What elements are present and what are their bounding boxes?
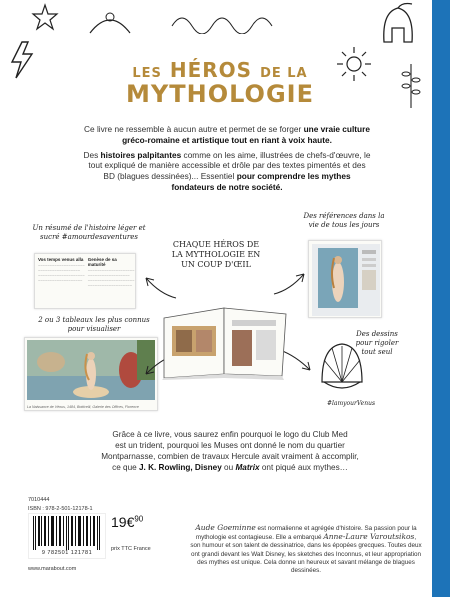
sample-heading-2: Genèse de sa maturité (87, 257, 117, 267)
barcode-digits: 9 782501 121781 (41, 550, 93, 556)
botticelli-painting (27, 340, 155, 400)
isbn: ISBN : 978-2-501-12178-1 (28, 506, 93, 512)
price: 19€$^{90}$ (111, 514, 144, 530)
callout-resume: Un résumé de l'histoire léger et sucré #amourdesaventures (32, 224, 146, 241)
title-line-2: MYTHOLOGIE (126, 80, 314, 108)
callout-tableaux: 2 ou 3 tableaux les plus connus pour visualiser (38, 316, 150, 333)
callout-references: Des références dans la vie de tous les jours (303, 212, 385, 229)
wave-icon (170, 4, 280, 34)
sample-text-1: ~~~~~~~~~~~~~~~~~~~~ ~~~~~~~~~~~~~~~~~~ ~~~~~~~~~~~~~~~~~~~~ ~~~~~~~~~~~~~~~~~~~ (38, 263, 85, 283)
barcode-bars (29, 516, 105, 550)
star-icon (30, 2, 60, 32)
callout-heros: CHAQUE HÉROS DE LA MYTHOLOGIE EN UN COUP D'ŒIL (171, 240, 261, 269)
price-note: prix TTC France (111, 546, 151, 552)
title-line-1: LES HÉROS DE LA (132, 58, 308, 82)
helmet-icon (378, 2, 418, 52)
barcode (28, 513, 106, 559)
venus-poster (308, 240, 382, 318)
sample-page-left (34, 253, 136, 309)
hashtag-venus: #lamyourVenus (326, 400, 376, 407)
outro-text: Grâce à ce livre, vous saurez enfin pourquoi le logo du Club Med est un trident, pourquoi les Muses ont donné le nom du quartier Montparnasse, combien de travaux Hercule avait vraiment à accomplir, ce que J. K. Rowling, Disney ou Matrix ont piqué aux mythes… (101, 430, 359, 472)
botticelli-painting-panel (24, 337, 158, 411)
ornament-icon (85, 5, 135, 39)
website: www.marabout.com (28, 566, 77, 572)
sample-heading-1: Vos temps venus alla (38, 257, 84, 262)
painting-caption: La Naissance de Vénus, 1484, Botticelli, Galerie des Offices, Florence (27, 405, 139, 409)
sample-text-2: ~~~~~~~~~~~~~~~~~~~~ ~~~~~~~~~~~~~~~~~~ ~~~~~~~~~~~~~~~~~~~~ ~~~~~~~~~~~~~~~~~~~ (87, 268, 135, 288)
intro-text: Ce livre ne ressemble à aucun autre et permet de se forger une vraie culture gréco-romaine et artistique tout en riant à voix haute. Des histoires palpitantes comme on les aime, illustrées de chefs-d'œuvre, le tout expliqué de manière accessible et drôle par des textes pimentés et des BD (blagues dessinées)... Essentiel pour comprendre les mythes fondateurs de notre société. (83, 124, 371, 192)
product-code: 7010444 (28, 497, 50, 503)
callout-dessins: Des dessins pour rigoler tout seul (355, 330, 399, 356)
arrow-right-icon (270, 268, 310, 298)
shell-icon (318, 338, 366, 396)
author-bio: Aude Goeminne est normalienne et agrégée d'histoire. Sa passion pour la mythologie est contagieuse. Elle a embarqué Anne-Laure Varoutsikos, son humour et son talent de dessinatrice, dans les épopées grecques. Toutes deux ont grandi devant les Walt Disney, les sketches des Inconnus, et leur appropriation des mythes est unique. Cela donne un heureux et savant mélange de blagues dessinées. (190, 523, 422, 575)
venus-image (312, 244, 380, 316)
open-book-illustration (160, 296, 290, 380)
